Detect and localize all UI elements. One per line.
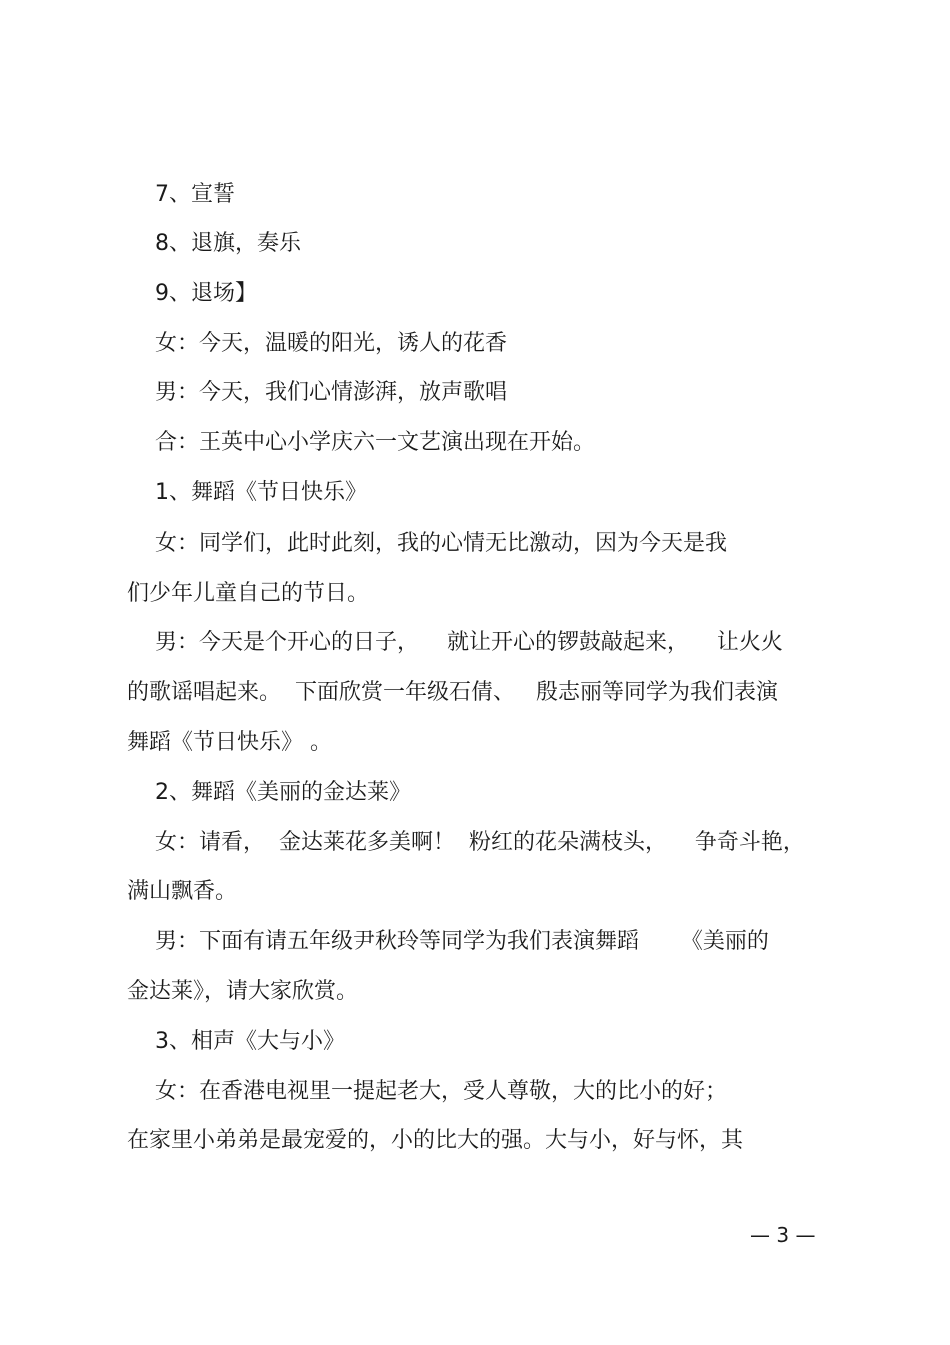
text-line: 8、退旗，奏乐 (127, 231, 301, 256)
text-line: 合：王英中心小学庆六一文艺演出现在开始。 (127, 430, 595, 455)
section-heading: 1、舞蹈《节日快乐》 (127, 480, 367, 505)
text-line: 女：请看， 金达莱花多美啊！ 粉红的花朵满枝头， 争奇斗艳， (127, 830, 805, 855)
text-line: 男：下面有请五年级尹秋玲等同学为我们表演舞蹈 《美丽的 (127, 929, 769, 954)
page-number: — 3 — (750, 1223, 816, 1247)
section-heading: 2、舞蹈《美丽的金达莱》 (127, 780, 411, 805)
text-line: 们少年儿童自己的节日。 (127, 581, 370, 606)
section-heading: 3、相声《大与小》 (127, 1029, 345, 1054)
text-line: 金达莱》，请大家欣赏。 (127, 979, 359, 1004)
text-line: 舞蹈《节日快乐》 。 (127, 730, 332, 755)
text-line: 7、宣誓 (127, 182, 235, 207)
text-line: 满山飘香。 (127, 879, 238, 904)
text-line: 9、退场】 (127, 281, 257, 306)
text-line: 男：今天，我们心情澎湃，放声歌唱 (127, 380, 507, 405)
text-line: 的歌谣唱起来。 下面欣赏一年级石倩、 殷志丽等同学为我们表演 (127, 680, 778, 705)
text-line: 在家里小弟弟是最宠爱的，小的比大的强。大与小，好与怀，其 (127, 1128, 744, 1153)
text-line: 女：同学们，此时此刻，我的心情无比激动，因为今天是我 (127, 531, 727, 556)
text-line: 女：今天，温暖的阳光，诱人的花香 (127, 331, 507, 356)
text-line: 女：在香港电视里一提起老大，受人尊敬，大的比小的好； (127, 1079, 727, 1104)
text-line: 男：今天是个开心的日子， 就让开心的锣鼓敲起来， 让火火 (127, 630, 783, 655)
